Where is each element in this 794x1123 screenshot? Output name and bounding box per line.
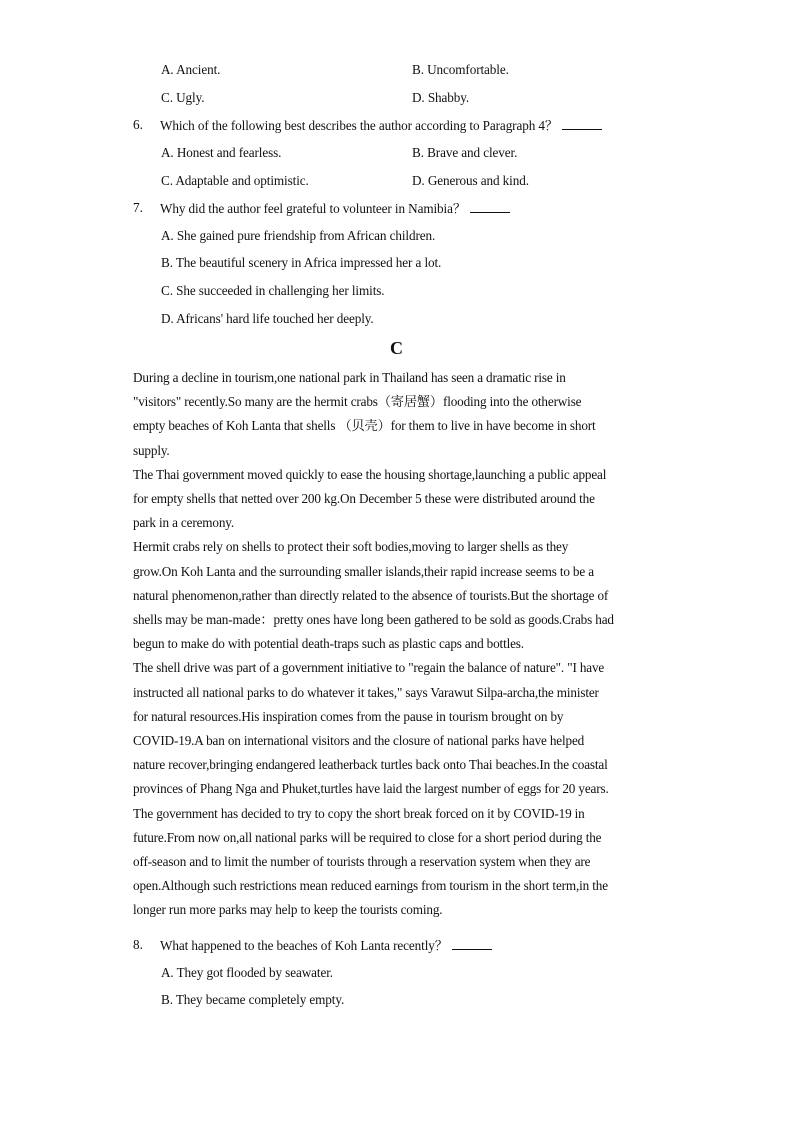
q5-option-d: D. Shabby. — [412, 90, 470, 105]
passage-line: shells may be man-made：pretty ones have long been gathered to be sold as goods.Crabs had — [133, 612, 614, 628]
q8-option-a: A. They got flooded by seawater. — [161, 965, 333, 980]
q6-answer-blank[interactable] — [562, 117, 602, 130]
passage-line: grow.On Koh Lanta and the surrounding smaller islands,their rapid increase seems to be a — [133, 563, 594, 579]
passage-line: open.Although such restrictions mean reduced earnings from tourism in the short term,in the — [133, 878, 608, 894]
passage-line: supply. — [133, 442, 170, 458]
q6-stem-text: Which of the following best describes the author according to Paragraph 4？ — [160, 118, 558, 133]
section-heading: C — [390, 338, 403, 358]
q5-option-c: C. Ugly. — [161, 90, 205, 105]
q6-option-a: A. Honest and fearless. — [161, 145, 282, 160]
q6-stem — [160, 117, 602, 134]
q7-stem-text: Why did the author feel grateful to volunteer in Namibia？ — [160, 201, 466, 216]
q7-option-c: C. She succeeded in challenging her limits. — [161, 283, 385, 298]
q7-answer-blank[interactable] — [470, 200, 510, 213]
q5-option-b: B. Uncomfortable. — [412, 62, 509, 77]
q8-number: 8. — [133, 937, 143, 952]
q8-stem — [160, 937, 492, 954]
q6-option-c: C. Adaptable and optimistic. — [161, 173, 309, 188]
q8-answer-blank[interactable] — [452, 937, 492, 950]
q7-option-d: D. Africans' hard life touched her deeply. — [161, 311, 374, 326]
passage-line: The government has decided to try to copy the short break forced on it by COVID-19 in — [133, 805, 585, 821]
passage-line: "visitors" recently.So many are the hermit crabs（寄居蟹）flooding into the otherwise — [133, 394, 582, 410]
passage-line: instructed all national parks to do whatever it takes," says Varawut Silpa-archa,the minister — [133, 684, 599, 700]
q6-option-b: B. Brave and clever. — [412, 145, 518, 160]
q7-stem — [160, 200, 510, 217]
passage-line: empty beaches of Koh Lanta that shells （贝壳）for them to live in have become in short — [133, 418, 596, 434]
passage-line: provinces of Phang Nga and Phuket,turtles have laid the largest number of eggs for 20 years. — [133, 781, 609, 797]
passage-line: for natural resources.His inspiration comes from the pause in tourism brought on by — [133, 708, 564, 724]
passage-line: The shell drive was part of a government initiative to "regain the balance of nature". "I have — [133, 660, 605, 676]
passage-line: longer run more parks may help to keep the tourists coming. — [133, 902, 443, 918]
passage-line: park in a ceremony. — [133, 515, 235, 531]
passage-line: for empty shells that netted over 200 kg.On December 5 these were distributed around the — [133, 491, 595, 507]
passage-line: The Thai government moved quickly to ease the housing shortage,launching a public appeal — [133, 466, 607, 482]
passage-line: off-season and to limit the number of tourists through a reservation system when they are — [133, 854, 591, 870]
passage-line: COVID-19.A ban on international visitors and the closure of national parks have helped — [133, 733, 585, 749]
q5-option-a: A. Ancient. — [161, 62, 221, 77]
passage-line: Hermit crabs rely on shells to protect their soft bodies,moving to larger shells as they — [133, 539, 569, 555]
q8-stem-text: What happened to the beaches of Koh Lanta recently？ — [160, 938, 448, 953]
q7-option-b: B. The beautiful scenery in Africa impressed her a lot. — [161, 255, 442, 270]
q7-option-a: A. She gained pure friendship from African children. — [161, 228, 436, 243]
q6-option-d: D. Generous and kind. — [412, 173, 529, 188]
passage-line: natural phenomenon,rather than directly related to the absence of tourists.But the shortage of — [133, 587, 609, 603]
passage — [133, 366, 663, 923]
q8-option-b: B. They became completely empty. — [161, 992, 345, 1007]
passage-line: nature recover,bringing endangered leatherback turtles back onto Thai beaches.In the coastal — [133, 757, 608, 773]
q6-number: 6. — [133, 117, 143, 132]
passage-line: future.From now on,all national parks will be required to close for a short period during the — [133, 829, 602, 845]
passage-line: begun to make do with potential death-traps such as plastic caps and bottles. — [133, 636, 524, 652]
passage-line: During a decline in tourism,one national park in Thailand has seen a dramatic rise in — [133, 370, 566, 385]
q7-number: 7. — [133, 200, 143, 215]
